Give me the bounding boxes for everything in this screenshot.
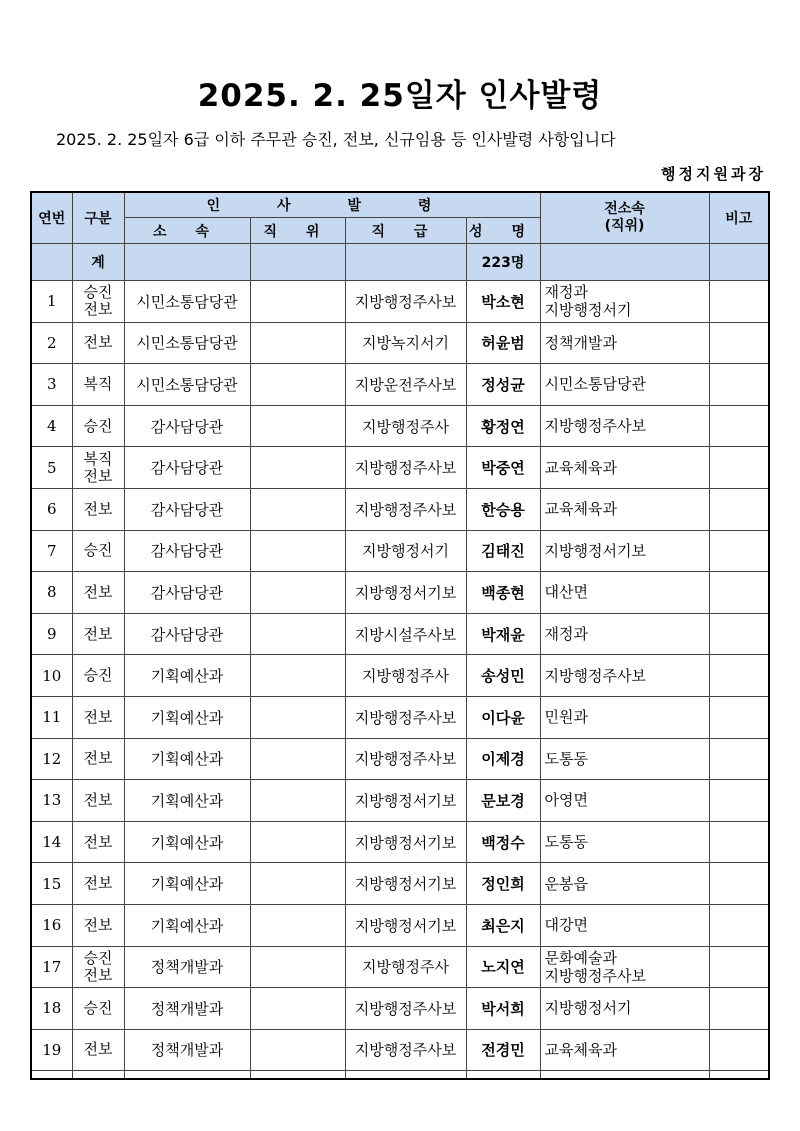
row-no: 12 [31,738,72,780]
row-type: 전보 [72,1029,124,1071]
total-count: 223명 [466,244,540,281]
row-note [709,655,769,697]
row-note [709,572,769,614]
row-grade: 지방행정주사보 [345,738,466,780]
total-cell-grade [345,244,466,281]
row-previous: 도통동 [540,738,709,780]
row-note [709,780,769,822]
row-dept: 감사담당관 [124,405,250,447]
row-position [250,322,345,364]
row-dept: 기획예산과 [124,738,250,780]
row-grade: 지방행정서기보 [345,572,466,614]
continued-cell [466,1071,540,1079]
row-position [250,738,345,780]
row-grade: 지방행정주사 [345,655,466,697]
row-note [709,946,769,988]
row-type: 승진 [72,988,124,1030]
row-type: 승진 [72,530,124,572]
row-name: 허윤범 [466,322,540,364]
row-dept: 정책개발과 [124,946,250,988]
row-name: 백종현 [466,572,540,614]
row-grade: 지방행정서기보 [345,863,466,905]
row-dept: 감사담당관 [124,572,250,614]
row-name: 정인희 [466,863,540,905]
row-name: 박중연 [466,447,540,489]
row-no: 18 [31,988,72,1030]
row-type: 전보 [72,488,124,530]
total-cell-no [31,244,72,281]
row-dept: 시민소통담당관 [124,281,250,323]
row-grade: 지방행정주사보 [345,696,466,738]
row-position [250,988,345,1030]
row-previous: 지방행정주사보 [540,405,709,447]
row-position [250,613,345,655]
continued-cell [31,1071,72,1079]
row-name: 박서희 [466,988,540,1030]
row-grade: 지방행정서기보 [345,780,466,822]
row-position [250,530,345,572]
table-row [31,655,769,697]
row-type: 승진 전보 [72,281,124,323]
row-no: 8 [31,572,72,614]
total-cell-dept [124,244,250,281]
row-dept: 정책개발과 [124,1029,250,1071]
row-previous: 교육체육과 [540,488,709,530]
table-row [31,821,769,863]
row-grade: 지방행정주사 [345,946,466,988]
table-row [31,863,769,905]
total-row [31,244,769,281]
row-no: 11 [31,696,72,738]
row-previous: 대산면 [540,572,709,614]
row-note [709,447,769,489]
page-subtitle: 2025. 2. 25일자 6급 이하 주무관 승진, 전보, 신규임용 등 인사발령 사항입니다 [56,130,616,149]
continued-cell [72,1071,124,1079]
row-note [709,281,769,323]
personnel-orders-table [30,191,770,1080]
row-type: 전보 [72,738,124,780]
row-position [250,946,345,988]
row-name: 송성민 [466,655,540,697]
row-no: 14 [31,821,72,863]
table-row [31,405,769,447]
row-dept: 감사담당관 [124,613,250,655]
continued-cell [124,1071,250,1079]
row-note [709,988,769,1030]
row-previous: 시민소통담당관 [540,364,709,406]
table-row-continued [31,1071,769,1079]
continued-cell [345,1071,466,1079]
table-row [31,780,769,822]
row-dept: 시민소통담당관 [124,364,250,406]
table-row [31,738,769,780]
table-row [31,613,769,655]
row-position [250,904,345,946]
row-name: 문보경 [466,780,540,822]
row-position [250,488,345,530]
row-dept: 감사담당관 [124,530,250,572]
row-no: 5 [31,447,72,489]
row-note [709,1029,769,1071]
header-name: 성 명 [466,218,540,244]
row-dept: 시민소통담당관 [124,322,250,364]
row-type: 복직 [72,364,124,406]
table-row [31,696,769,738]
row-dept: 정책개발과 [124,988,250,1030]
row-name: 김태진 [466,530,540,572]
row-position [250,780,345,822]
total-cell-position [250,244,345,281]
row-type: 전보 [72,613,124,655]
row-dept: 기획예산과 [124,904,250,946]
row-position [250,405,345,447]
continued-cell [540,1071,709,1079]
row-no: 15 [31,863,72,905]
row-dept: 기획예산과 [124,821,250,863]
row-position [250,281,345,323]
row-note [709,904,769,946]
row-name: 백정수 [466,821,540,863]
row-previous: 지방행정주사보 [540,655,709,697]
row-grade: 지방녹지서기 [345,322,466,364]
row-name: 노지연 [466,946,540,988]
row-dept: 기획예산과 [124,655,250,697]
total-cell-previous [540,244,709,281]
row-position [250,447,345,489]
row-note [709,530,769,572]
total-label: 계 [72,244,124,281]
row-position [250,364,345,406]
row-position [250,655,345,697]
table-row [31,572,769,614]
continued-cell [709,1071,769,1079]
row-no: 9 [31,613,72,655]
row-grade: 지방시설주사보 [345,613,466,655]
table-row [31,946,769,988]
row-grade: 지방행정주사보 [345,447,466,489]
table-row [31,904,769,946]
row-previous: 대강면 [540,904,709,946]
row-dept: 기획예산과 [124,863,250,905]
row-no: 1 [31,281,72,323]
row-previous: 아영면 [540,780,709,822]
row-no: 4 [31,405,72,447]
row-no: 10 [31,655,72,697]
page-title: 2025. 2. 25일자 인사발령 [197,78,603,114]
row-type: 전보 [72,904,124,946]
row-note [709,863,769,905]
row-dept: 감사담당관 [124,447,250,489]
row-previous: 정책개발과 [540,322,709,364]
row-previous: 운봉읍 [540,863,709,905]
row-grade: 지방행정주사보 [345,281,466,323]
row-position [250,1029,345,1071]
header-note: 비고 [709,192,769,244]
row-previous: 민원과 [540,696,709,738]
row-type: 승진 [72,405,124,447]
row-position [250,821,345,863]
row-name: 최은지 [466,904,540,946]
total-cell-note [709,244,769,281]
table-row [31,447,769,489]
row-note [709,488,769,530]
header-order-group: 인 사 발 령 [124,192,540,218]
table-row [31,988,769,1030]
row-note [709,405,769,447]
row-grade: 지방행정서기보 [345,821,466,863]
row-dept: 기획예산과 [124,696,250,738]
row-no: 6 [31,488,72,530]
row-grade: 지방행정서기보 [345,904,466,946]
row-grade: 지방행정주사보 [345,1029,466,1071]
row-name: 한승용 [466,488,540,530]
row-grade: 지방행정서기 [345,530,466,572]
row-no: 13 [31,780,72,822]
row-position [250,696,345,738]
header-position: 직 위 [250,218,345,244]
row-type: 전보 [72,572,124,614]
row-previous: 도통동 [540,821,709,863]
continued-cell [250,1071,345,1079]
row-type: 전보 [72,322,124,364]
row-previous: 재정과 [540,613,709,655]
row-previous: 문화예술과 지방행정주사보 [540,946,709,988]
row-type: 복직 전보 [72,447,124,489]
row-grade: 지방운전주사보 [345,364,466,406]
row-previous: 지방행정서기보 [540,530,709,572]
row-grade: 지방행정주사보 [345,488,466,530]
row-name: 이다윤 [466,696,540,738]
table-row [31,488,769,530]
row-position [250,572,345,614]
row-name: 정성균 [466,364,540,406]
table-row [31,530,769,572]
row-no: 2 [31,322,72,364]
row-dept: 감사담당관 [124,488,250,530]
row-previous: 재정과 지방행정서기 [540,281,709,323]
row-previous: 지방행정서기 [540,988,709,1030]
row-name: 박소현 [466,281,540,323]
row-type: 승진 [72,655,124,697]
row-type: 전보 [72,821,124,863]
row-note [709,696,769,738]
row-previous: 교육체육과 [540,1029,709,1071]
row-name: 황정연 [466,405,540,447]
row-grade: 지방행정주사 [345,405,466,447]
row-type: 승진 전보 [72,946,124,988]
row-name: 박재윤 [466,613,540,655]
row-name: 전경민 [466,1029,540,1071]
header-no: 연번 [31,192,72,244]
table-row [31,1029,769,1071]
row-name: 이제경 [466,738,540,780]
row-note [709,364,769,406]
row-no: 19 [31,1029,72,1071]
row-grade: 지방행정주사보 [345,988,466,1030]
row-no: 3 [31,364,72,406]
row-type: 전보 [72,696,124,738]
row-note [709,613,769,655]
row-no: 7 [31,530,72,572]
row-type: 전보 [72,863,124,905]
table-row [31,281,769,323]
row-note [709,322,769,364]
row-no: 16 [31,904,72,946]
row-note [709,738,769,780]
row-position [250,863,345,905]
row-dept: 기획예산과 [124,780,250,822]
table-row [31,322,769,364]
header-grade: 직 급 [345,218,466,244]
row-no: 17 [31,946,72,988]
row-note [709,821,769,863]
row-previous: 교육체육과 [540,447,709,489]
header-dept: 소 속 [124,218,250,244]
header-type: 구분 [72,192,124,244]
header-previous: 전소속 (직위) [540,192,709,244]
signer: 행정지원과장 [661,165,766,183]
table-row [31,364,769,406]
row-type: 전보 [72,780,124,822]
